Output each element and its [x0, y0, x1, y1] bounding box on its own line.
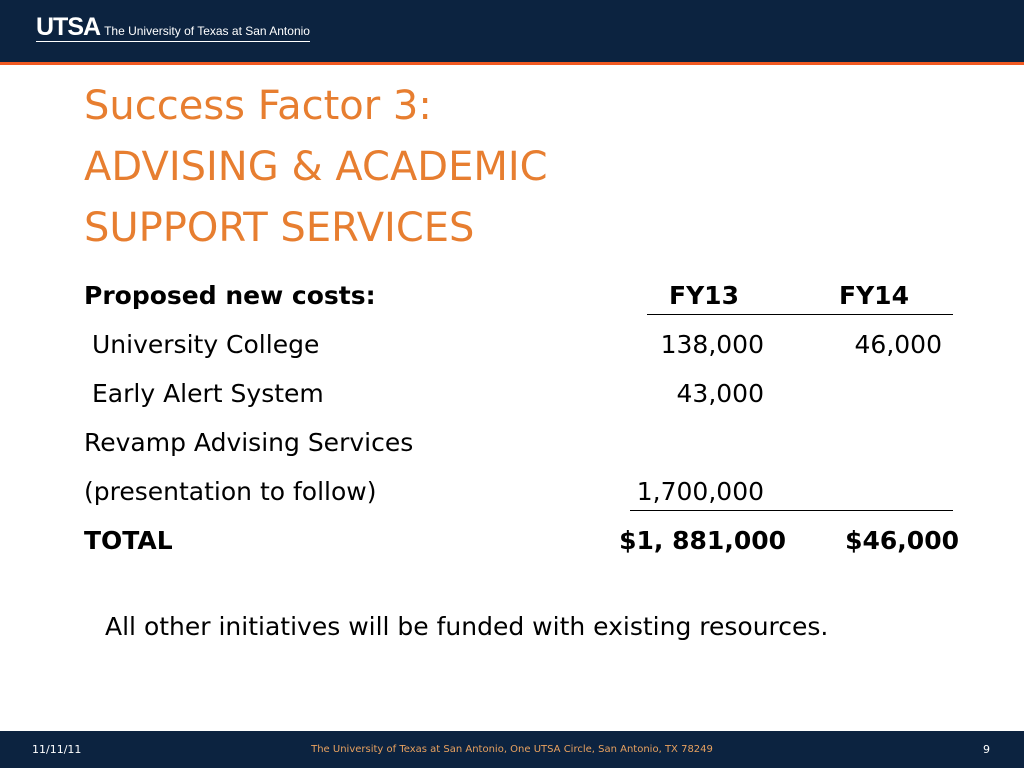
row-label: Revamp Advising Services: [84, 428, 414, 457]
slide-title: [84, 76, 548, 259]
fy13-header: FY13: [669, 281, 739, 310]
logo-text: The University of Texas at San Antonio: [104, 24, 310, 38]
row-fy13: 1,700,000: [636, 477, 764, 506]
row-label: Early Alert System: [92, 379, 324, 408]
row-label: University College: [92, 330, 320, 359]
row-fy14: 46,000: [854, 330, 942, 359]
title-line-2: ADVISING & ACADEMIC: [84, 144, 548, 190]
row-fy13: 43,000: [676, 379, 764, 408]
table-row: [84, 424, 984, 473]
title-line-3: SUPPORT SERVICES: [84, 205, 475, 251]
footer-bar: [0, 731, 1024, 768]
table-row: [84, 326, 984, 375]
subtotal-underline: [630, 510, 953, 511]
table-row: [84, 375, 984, 424]
total-fy13: $1, 881,000: [619, 526, 786, 555]
fy14-header: FY14: [839, 281, 909, 310]
footer-address: The University of Texas at San Antonio, One UTSA Circle, San Antonio, TX 78249: [311, 744, 713, 755]
row-label: (presentation to follow): [84, 477, 377, 506]
funding-note: All other initiatives will be funded with existing resources.: [105, 612, 829, 641]
logo-mark: UTSA: [36, 13, 101, 41]
total-label: TOTAL: [84, 526, 173, 555]
costs-header-row: [84, 277, 984, 326]
costs-heading: Proposed new costs:: [84, 281, 376, 310]
title-line-1: Success Factor 3:: [84, 83, 432, 129]
utsa-logo: [36, 15, 310, 42]
total-row: [84, 522, 984, 571]
row-fy13: 138,000: [660, 330, 764, 359]
header-underline: [647, 314, 953, 315]
page-number: 9: [983, 743, 990, 756]
total-fy14: $46,000: [845, 526, 959, 555]
table-row: [84, 473, 984, 522]
header-bar: [0, 0, 1024, 65]
costs-table: [84, 277, 984, 571]
footer-date: 11/11/11: [32, 743, 82, 756]
